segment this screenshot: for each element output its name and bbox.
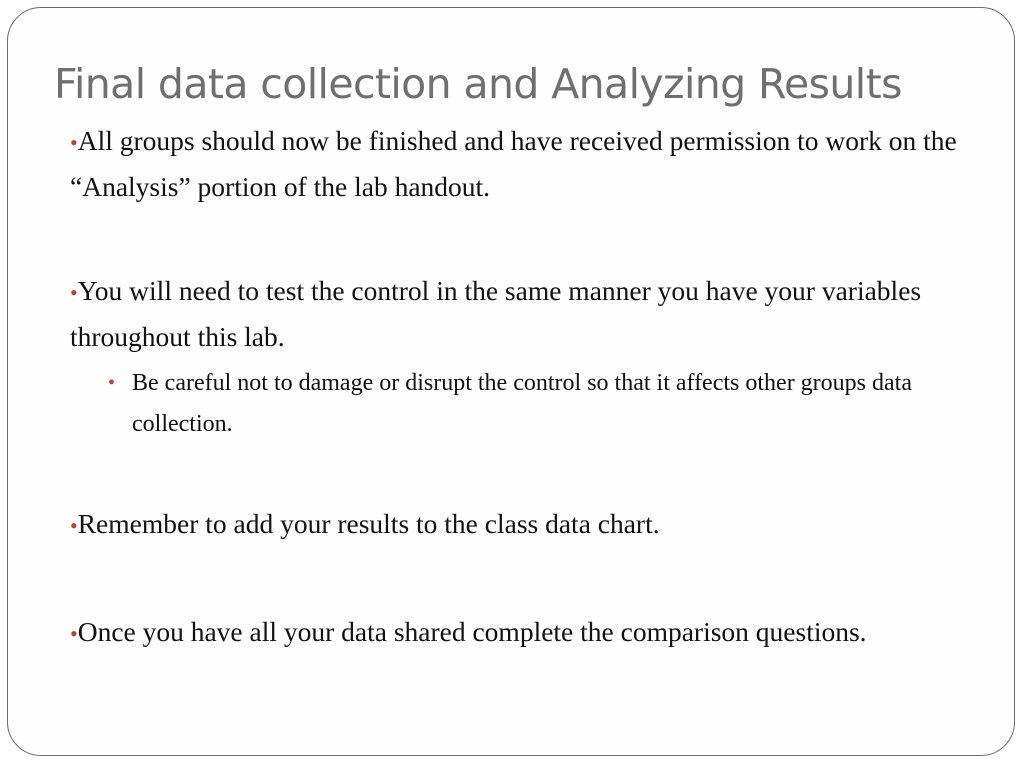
slide-frame — [7, 7, 1015, 756]
bullet-marker-icon: • — [70, 280, 78, 305]
bullet-item-1 — [70, 119, 970, 209]
bullet-marker-icon: • — [70, 621, 78, 646]
bullet-text: Remember to add your results to the class data chart. — [77, 508, 660, 539]
bullet-marker-icon: • — [70, 513, 78, 538]
sub-bullet-item-1 — [70, 363, 970, 445]
bullet-item-4 — [70, 610, 970, 656]
bullet-list — [70, 119, 970, 656]
bullet-marker-icon: • — [70, 130, 78, 155]
bullet-text: All groups should now be finished and have received permission to work on the “Analysis” portion of the lab handout. — [70, 125, 957, 202]
slide-title: Final data collection and Analyzing Results — [54, 60, 902, 108]
sub-bullet-text: Be careful not to damage or disrupt the control so that it affects other groups data collection. — [132, 370, 912, 437]
bullet-text: Once you have all your data shared complete the comparison questions. — [77, 616, 867, 647]
sub-bullet-marker-icon: • — [108, 372, 116, 394]
bullet-item-3 — [70, 502, 970, 548]
sub-bullet-list — [70, 363, 970, 445]
bullet-item-2 — [70, 269, 970, 445]
bullet-text: You will need to test the control in the same manner you have your variables throughout this lab. — [70, 275, 922, 352]
